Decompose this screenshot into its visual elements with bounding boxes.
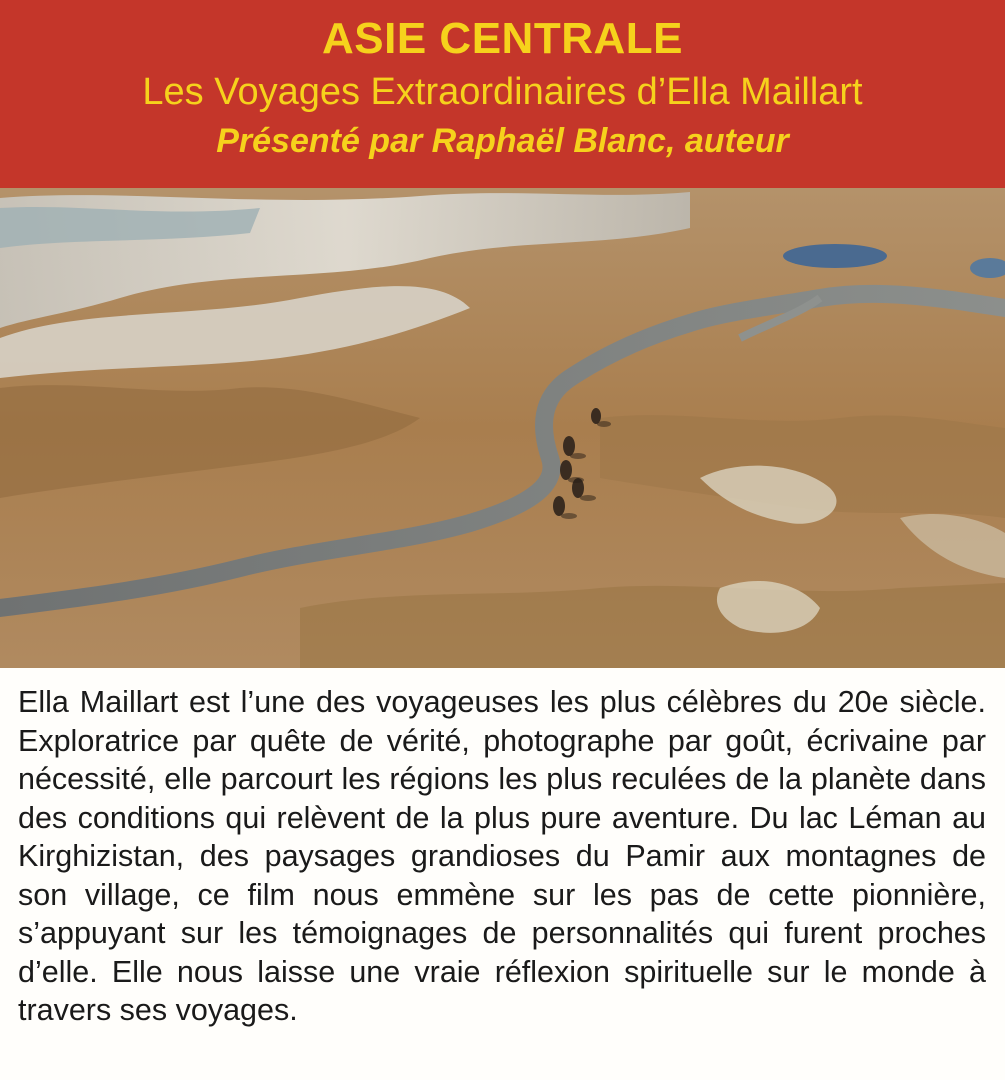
title-banner: [0, 0, 1005, 188]
page-title: ASIE CENTRALE: [322, 14, 683, 63]
landscape-photo: [0, 188, 1005, 668]
description-paragraph: Ella Maillart est l’une des voyageuses les plus célèbres du 20e siècle. Exploratrice par quête de vérité, photographe par goût, écrivaine par nécessité, elle parcourt les régions les plus reculées de la planète dans des conditions qui relèvent de la plus pure aventure. Du lac Léman au Kirghizistan, des paysages grandioses du Pamir aux montagnes de son village, ce film nous emmène sur les pas de cette pionnière, s’appuyant sur les témoignages de personnalités qui furent proches d’elle. Elle nous laisse une vraie réflexion spirituelle sur le monde à travers ses voyages.: [18, 685, 986, 1027]
page-subtitle: Les Voyages Extraordinaires d’Ella Maillart: [142, 71, 863, 113]
presenter-line: Présenté par Raphaël Blanc, auteur: [216, 122, 789, 160]
